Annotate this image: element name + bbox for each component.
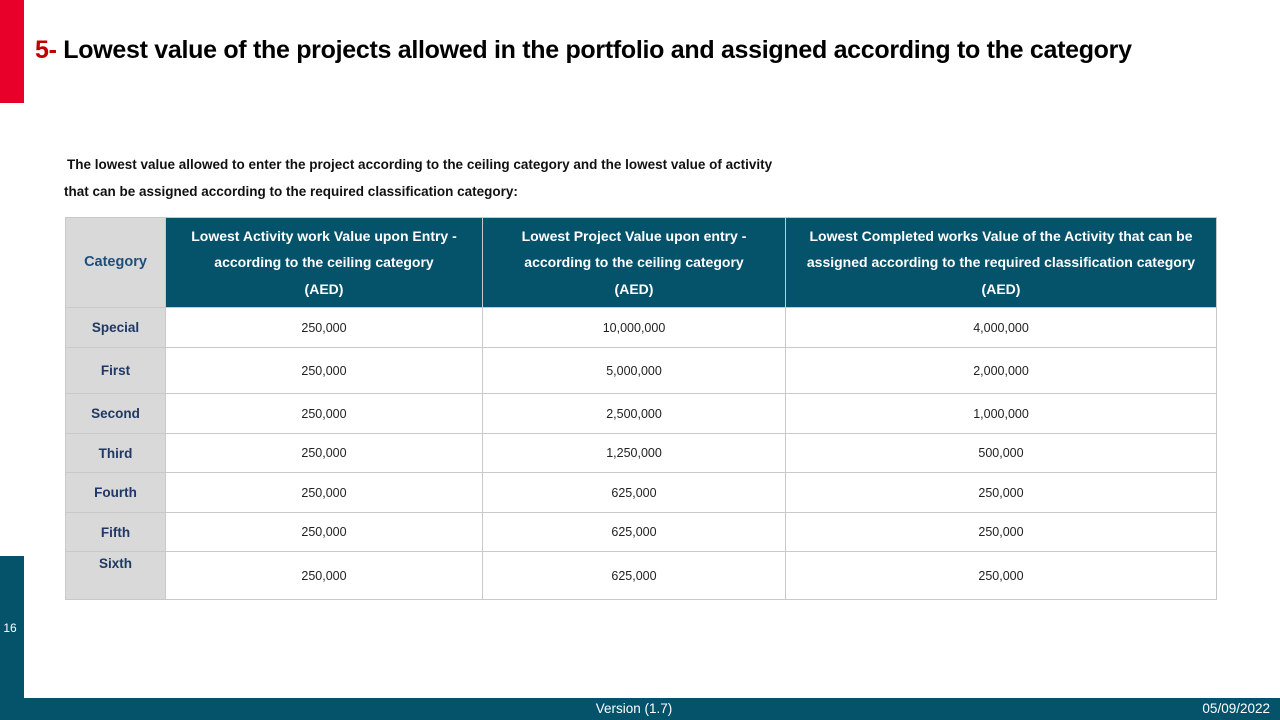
row-category: First — [66, 348, 166, 394]
header-line: Lowest Completed works Value of the Activity that can be — [809, 227, 1193, 244]
header-line: (AED) — [304, 280, 344, 297]
header-entry-activity-value — [166, 218, 483, 308]
red-accent-bar — [0, 0, 24, 103]
row-category: Fifth — [66, 513, 166, 552]
intro-line-1: The lowest value allowed to enter the project according to the ceiling category and the lowest value of activity — [67, 157, 773, 172]
table-row — [66, 348, 1217, 394]
cell-entry-activity: 250,000 — [166, 513, 483, 552]
side-bar — [0, 556, 24, 720]
row-category: Third — [66, 434, 166, 473]
header-line: Lowest Project Value upon entry - — [521, 227, 747, 244]
cell-completed-activity: 250,000 — [786, 552, 1217, 600]
version-label: Version (1.7) — [595, 701, 673, 716]
cell-entry-project: 10,000,000 — [483, 308, 786, 348]
cell-entry-activity: 250,000 — [166, 308, 483, 348]
table-row — [66, 552, 1217, 600]
table-row — [66, 394, 1217, 434]
cell-entry-activity: 250,000 — [166, 552, 483, 600]
table-row — [66, 473, 1217, 513]
header-entry-project-value — [483, 218, 786, 308]
cell-entry-activity: 250,000 — [166, 348, 483, 394]
cell-entry-project: 2,500,000 — [483, 394, 786, 434]
cell-entry-activity: 250,000 — [166, 394, 483, 434]
table-row — [66, 434, 1217, 473]
table-header-row — [66, 218, 1217, 308]
footer-date: 05/09/2022 — [1202, 701, 1270, 716]
cell-entry-project: 625,000 — [483, 552, 786, 600]
category-values-table — [65, 217, 1217, 600]
cell-entry-project: 1,250,000 — [483, 434, 786, 473]
cell-entry-project: 5,000,000 — [483, 348, 786, 394]
intro-text — [64, 151, 864, 205]
cell-completed-activity: 4,000,000 — [786, 308, 1217, 348]
slide-title — [35, 36, 1265, 65]
footer-bar — [24, 698, 1280, 720]
cell-completed-activity: 2,000,000 — [786, 348, 1217, 394]
table-row — [66, 308, 1217, 348]
page-number: 16 — [3, 621, 17, 635]
cell-entry-activity: 250,000 — [166, 434, 483, 473]
header-completed-activity-value — [786, 218, 1217, 308]
cell-completed-activity: 1,000,000 — [786, 394, 1217, 434]
cell-entry-project: 625,000 — [483, 513, 786, 552]
cell-completed-activity: 250,000 — [786, 473, 1217, 513]
header-line: according to the ceiling category — [214, 254, 434, 271]
cell-completed-activity: 500,000 — [786, 434, 1217, 473]
cell-completed-activity: 250,000 — [786, 513, 1217, 552]
title-text: Lowest value of the projects allowed in the portfolio and assigned according to the category — [56, 36, 1132, 64]
row-category: Special — [66, 308, 166, 348]
row-category: Second — [66, 394, 166, 434]
row-category: Sixth — [66, 552, 166, 600]
header-line: Lowest Activity work Value upon Entry - — [191, 227, 457, 244]
header-line: (AED) — [981, 280, 1021, 297]
header-category: Category — [66, 218, 166, 308]
row-category: Fourth — [66, 473, 166, 513]
header-line: according to the ceiling category — [524, 254, 744, 271]
intro-line-2: that can be assigned according to the required classification category: — [64, 184, 518, 199]
title-number: 5- — [35, 36, 57, 64]
header-line: assigned according to the required classification category — [806, 254, 1196, 271]
cell-entry-activity: 250,000 — [166, 473, 483, 513]
table-row — [66, 513, 1217, 552]
header-line: (AED) — [614, 280, 654, 297]
cell-entry-project: 625,000 — [483, 473, 786, 513]
